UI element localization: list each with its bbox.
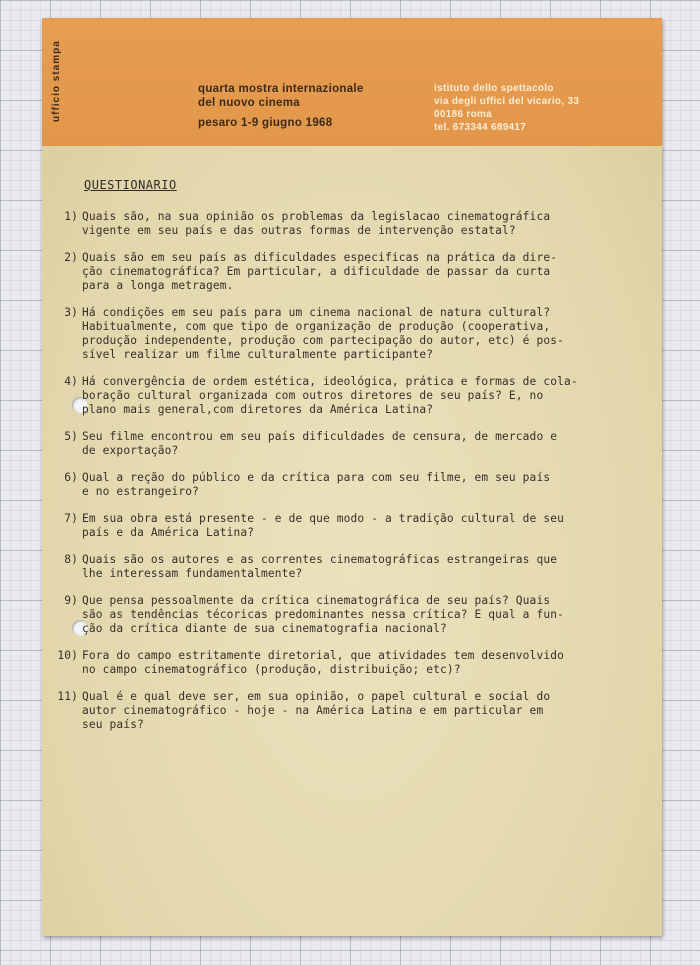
question-text-line: ção da crítica diante de sua cinematografia nacional? (82, 622, 447, 635)
question-text-line: vigente em seu país e das outras formas de intervenção estatal? (82, 224, 516, 237)
question-text-line: Que pensa pessoalmente da crítica cinematográfica de seu país? Quais (82, 594, 551, 607)
question-text-line: boração cultural organizada com outros diretores de seu país? E, no (82, 389, 544, 402)
question-number: 2) (64, 251, 78, 264)
question-number: 3) (64, 306, 78, 319)
question-text-line: no campo cinematográfico (produção, distribuição; etc)? (82, 663, 461, 676)
question-item (58, 251, 613, 293)
question-number: 11) (57, 690, 78, 703)
department-label: ufficio stampa (51, 40, 62, 122)
question-number: 9) (64, 594, 78, 607)
question-text-line: sível realizar um filme culturalmente participante? (82, 348, 434, 361)
question-number: 4) (64, 375, 78, 388)
question-text-line: Seu filme encontrou em seu país dificuldades de censura, de mercado e (82, 430, 558, 443)
question-item (58, 375, 613, 417)
institute-address: via degli uffici del vicario, 33 (434, 96, 580, 107)
question-item (58, 430, 613, 458)
question-number: 7) (64, 512, 78, 525)
question-text-line: para a longa metragem. (82, 279, 234, 292)
event-title-line1: quarta mostra internazionale (198, 83, 364, 95)
question-number: 5) (64, 430, 78, 443)
event-title-line2: del nuovo cinema (198, 97, 300, 109)
question-item (58, 210, 613, 238)
question-text-line: produção independente, produção com partecipação do autor, etc) é pos- (82, 334, 564, 347)
question-text-line: país e da América Latina? (82, 526, 255, 539)
institute-name: istituto dello spettacolo (434, 83, 554, 94)
question-text-line: Quais são em seu país as dificuldades especificas na prática da dire- (82, 251, 558, 264)
question-text-line: são as tendências técoricas predominantes nessa crítica? E qual a fun- (82, 608, 564, 621)
question-text-line: Qual a reção do público e da crítica para com seu filme, em seu país (82, 471, 551, 484)
question-text-line: autor cinematográfico - hoje - na América Latina e em particular em (82, 704, 544, 717)
question-item (58, 306, 613, 362)
institute-phone: tel. 673344 689417 (434, 122, 527, 133)
question-number: 1) (64, 210, 78, 223)
question-text-line: e no estrangeiro? (82, 485, 200, 498)
question-text-line: Qual é e qual deve ser, em sua opinião, o papel cultural e social do (82, 690, 551, 703)
question-text-line: Em sua obra está presente - e de que modo - a tradição cultural de seu (82, 512, 564, 525)
question-item (58, 690, 613, 732)
question-item (58, 553, 613, 581)
question-text-line: Quais são, na sua opinião os problemas da legislacao cinematográfica (82, 210, 551, 223)
questionnaire-title: QUESTIONARIO (84, 178, 177, 192)
question-text-line: Fora do campo estritamente diretorial, que atividades tem desenvolvido (82, 649, 564, 662)
question-number: 10) (57, 649, 78, 662)
institute-city: 00186 roma (434, 109, 493, 120)
question-text-line: Quais são os autores e as correntes cinematográficas estrangeiras que (82, 553, 558, 566)
question-text-line: Habitualmente, com que tipo de organização de produção (cooperativa, (82, 320, 551, 333)
question-number: 8) (64, 553, 78, 566)
letterhead-band (42, 18, 662, 146)
question-number: 6) (64, 471, 78, 484)
question-item (58, 471, 613, 499)
question-text-line: ção cinematográfica? Em particular, a dificuldade de passar da curta (82, 265, 551, 278)
question-text-line: plano mais general,com diretores da América Latina? (82, 403, 434, 416)
question-text-line: de exportação? (82, 444, 179, 457)
question-item (58, 649, 613, 677)
question-text-line: Há condições em seu país para um cinema nacional de natura cultural? (82, 306, 551, 319)
question-item (58, 512, 613, 540)
question-text-line: seu país? (82, 718, 144, 731)
question-text-line: Há convergência de ordem estética, ideológica, prática e formas de cola- (82, 375, 578, 388)
question-item (58, 594, 613, 636)
question-list (58, 210, 613, 745)
question-text-line: lhe interessam fundamentalmente? (82, 567, 303, 580)
event-dates: pesaro 1-9 giugno 1968 (198, 117, 333, 129)
institute-block (434, 82, 579, 134)
event-block (198, 82, 364, 130)
